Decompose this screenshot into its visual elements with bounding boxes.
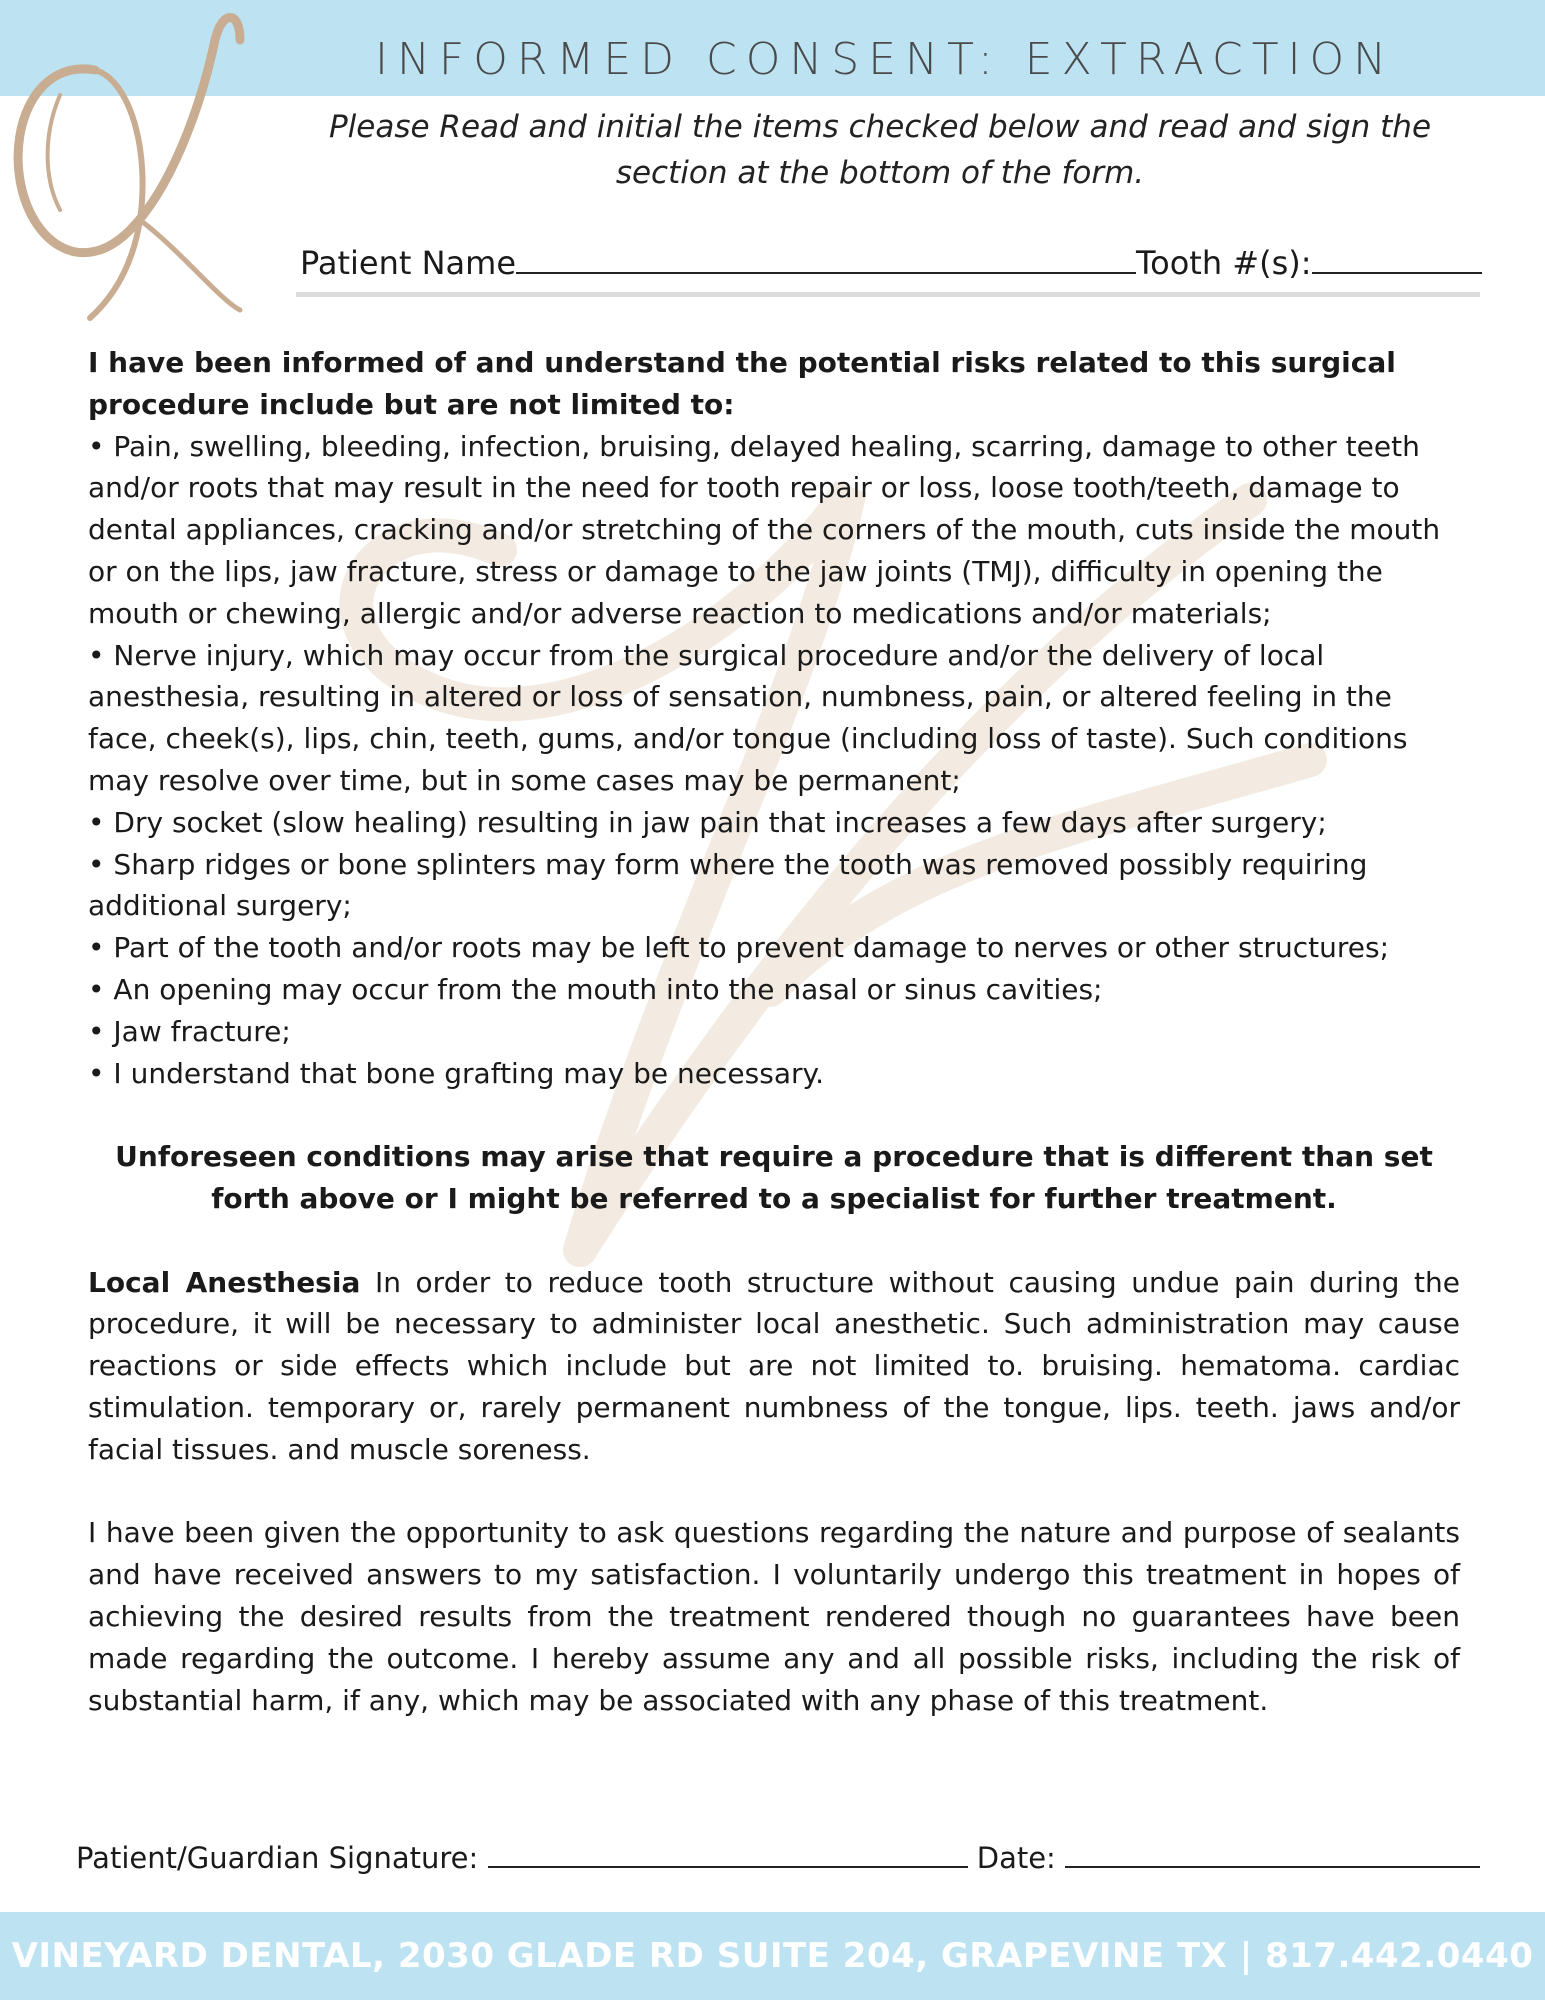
signature-label: Patient/Guardian Signature:: [76, 1841, 479, 1875]
risk-item: • Jaw fracture;: [88, 1014, 291, 1048]
form-instructions: [300, 104, 1460, 196]
risk-item: • Part of the tooth and/or roots may be left to prevent damage to nerves or other structures;: [88, 931, 1390, 965]
footer-contact: VINEYARD DENTAL, 2030 GLADE RD SUITE 204, GRAPEVINE TX | 817.442.0440: [11, 1936, 1534, 1976]
instructions-line-1: Please Read and initial the items checked below and read and sign the: [328, 109, 1432, 145]
spacer: [88, 1094, 1460, 1136]
risk-item: • I understand that bone grafting may be necessary.: [88, 1056, 824, 1090]
patient-info-row: [300, 240, 1480, 285]
form-title: INFORMED CONSENT: EXTRACTION: [375, 34, 1396, 85]
signature-row: [76, 1836, 1486, 1880]
risk-item: • An opening may occur from the mouth into the nasal or sinus cavities;: [88, 972, 1103, 1006]
local-anesthesia-text: In order to reduce tooth structure without causing undue pain during the procedure, it will be necessary to administer local anesthetic. Such administration may cause reactions or side effects which include but are not limited to. bruising. hematoma. cardiac stimulation. temporary or, rarely permanent numbness of the tongue, lips. teeth. jaws and/or facial tissues. and muscle soreness.: [88, 1265, 1460, 1466]
risk-item: • Nerve injury, which may occur from the surgical procedure and/or the delivery of local anesthesia, resulting in altered or loss of sensation, numbness, pain, or altered feeling in the face, cheek(s), lips, chin, teeth, gums, and/or tongue (including loss of taste). Such conditions may resolve over time, but in some cases may be permanent;: [88, 638, 1408, 797]
local-anesthesia-paragraph: [88, 1262, 1460, 1471]
vineyard-monogram-logo: [0, 0, 280, 330]
risk-item: • Sharp ridges or bone splinters may form where the tooth was removed possibly requiring additional surgery;: [88, 847, 1368, 923]
patient-name-field[interactable]: [516, 240, 1136, 274]
acknowledgment-paragraph: I have been given the opportunity to ask questions regarding the nature and purpose of sealants and have received answers to my satisfaction. I voluntarily undergo this treatment in hopes of achieving the desired results from the treatment rendered though no guarantees have been made regarding the outcome. I hereby assume any and all possible risks, including the risk of substantial harm, if any, which may be associated with any phase of this treatment.: [88, 1516, 1460, 1717]
risks-heading: I have been informed of and understand the potential risks related to this surgical procedure include but are not limited to:: [88, 346, 1396, 421]
signature-field[interactable]: [488, 1836, 968, 1868]
risk-item: • Pain, swelling, bleeding, infection, bruising, delayed healing, scarring, damage to other teeth and/or roots that may result in the need for tooth repair or loss, loose tooth/teeth, damage to dental appliances, cracking and/or stretching of the corners of the mouth, cuts inside the mouth or on the lips, jaw fracture, stress or damage to the jaw joints (TMJ), difficulty in opening the mouth or chewing, allergic and/or adverse reaction to medications and/or materials;: [88, 429, 1441, 630]
patient-name-label: Patient Name: [300, 244, 516, 282]
risk-item: • Dry socket (slow healing) resulting in jaw pain that increases a few days after surgery;: [88, 805, 1327, 839]
consent-body: [88, 342, 1460, 1721]
header-divider: [296, 292, 1480, 297]
date-field[interactable]: [1065, 1836, 1480, 1868]
instructions-line-2: section at the bottom of the form.: [615, 155, 1145, 191]
local-anesthesia-label: Local Anesthesia: [88, 1265, 361, 1299]
date-label: Date:: [976, 1841, 1056, 1875]
tooth-label: Tooth #(s):: [1136, 244, 1312, 282]
unforeseen-conditions-notice: Unforeseen conditions may arise that require a procedure that is different than set forth above or I might be referred to a specialist for further treatment.: [115, 1140, 1433, 1215]
spacer: [88, 1471, 1460, 1513]
tooth-number-field[interactable]: [1312, 240, 1482, 274]
spacer: [88, 1220, 1460, 1262]
